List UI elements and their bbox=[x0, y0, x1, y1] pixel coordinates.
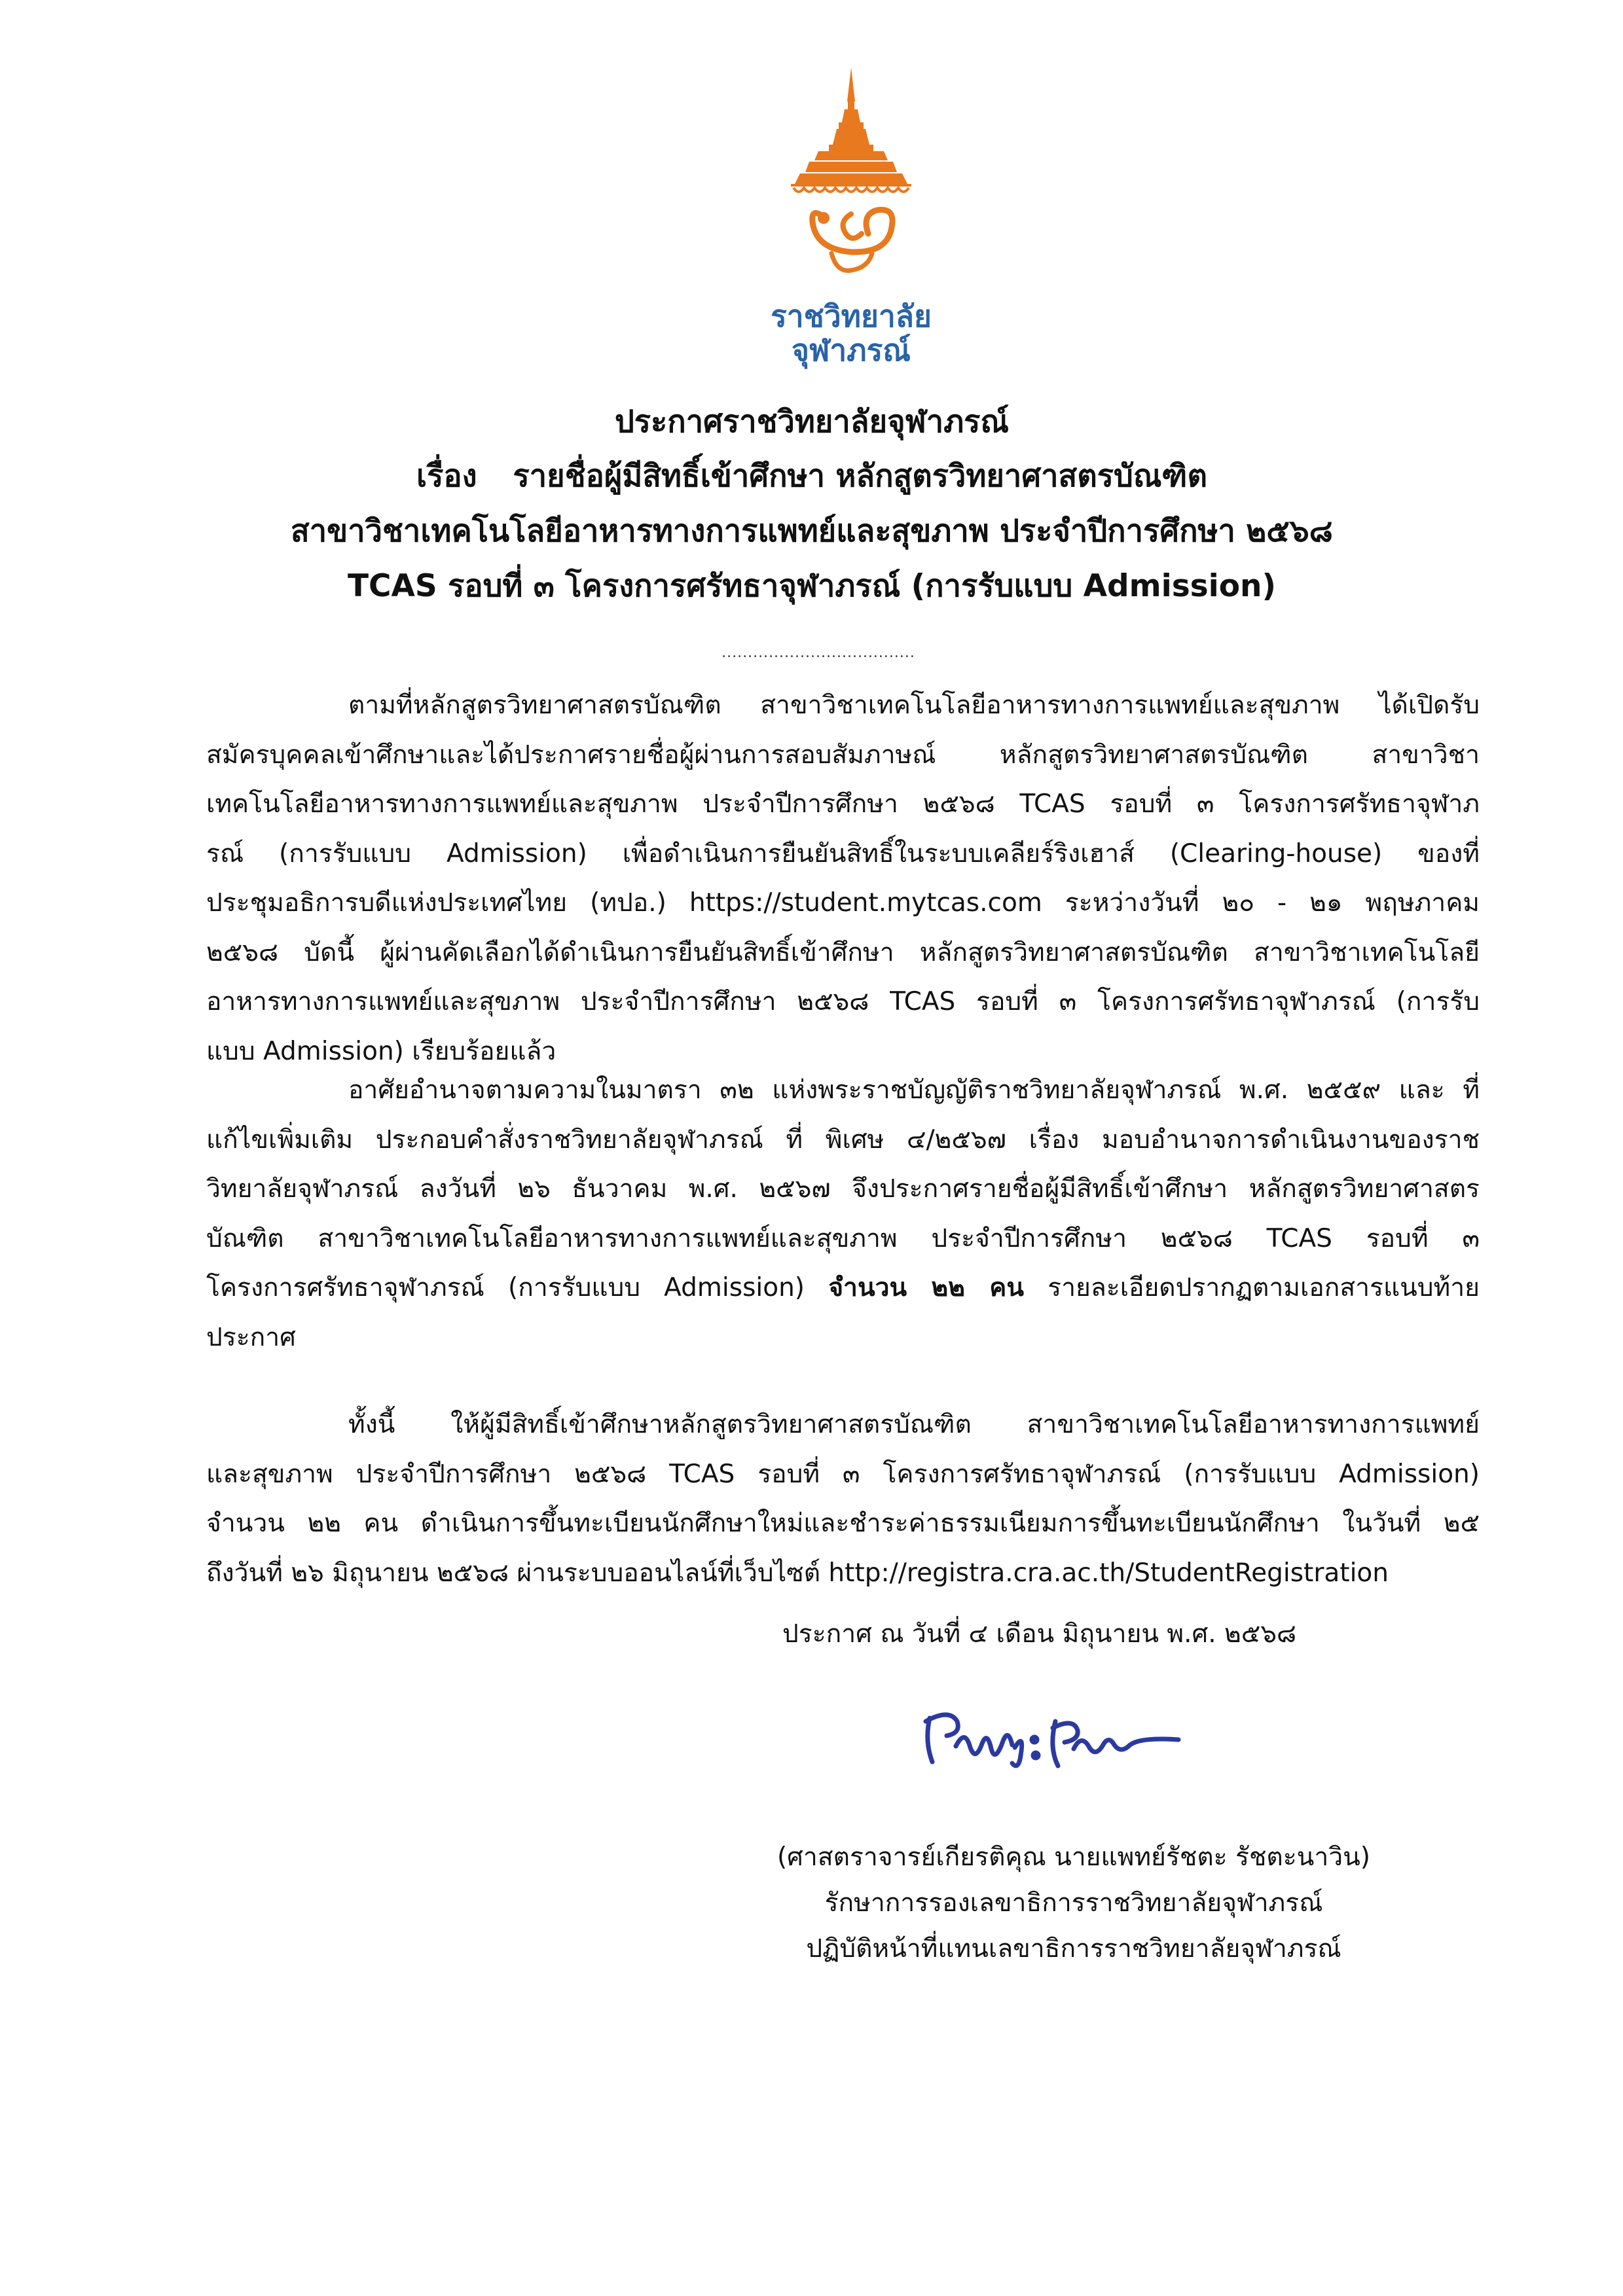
paragraph-1-line: สมัครบุคคลเข้าศึกษาและได้ประกาศรายชื่อผู้ผ่านการสอบสัมภาษณ์ หลักสูตรวิทยาศาสตรบัณฑิต สาขาวิชา bbox=[206, 740, 1480, 770]
signatory-title-2: ปฏิบัติหน้าที่แทนเลขาธิการราชวิทยาลัยจุฬาภรณ์ bbox=[806, 1934, 1341, 1964]
paragraph-1-line: เทคโนโลยีอาหารทางการแพทย์และสุขภาพ ประจำปีการศึกษา ๒๕๖๘ TCAS รอบที่ ๓ โครงการศรัทธาจุฬาภ bbox=[206, 789, 1480, 819]
paragraph-2-line: บัณฑิต สาขาวิชาเทคโนโลยีอาหารทางการแพทย์และสุขภาพ ประจำปีการศึกษา ๒๕๖๘ TCAS รอบที่ ๓ bbox=[206, 1223, 1480, 1253]
paragraph-1-line: ประชุมอธิการบดีแห่งประเทศไทย (ทปอ.) https://student.mytcas.com ระหว่างวันที่ ๒๐ - ๒๑ พฤษภาคม bbox=[206, 888, 1480, 918]
logo-text-line2: จุฬาภรณ์ bbox=[792, 332, 911, 368]
paragraph-3-line: ถึงวันที่ ๒๖ มิถุนายน ๒๕๖๘ ผ่านระบบออนไลน์ที่เว็บไซต์ http://registra.cra.ac.th/StudentRegistration bbox=[206, 1558, 1389, 1588]
signatory-name: (ศาสตราจารย์เกียรติคุณ นายแพทย์รัชตะ รัชตะนาวิน) bbox=[776, 1842, 1371, 1872]
heading-divider: ..................................... bbox=[721, 645, 915, 661]
paragraph-2-line: อาศัยอำนาจตามความในมาตรา ๓๒ แห่งพระราชบัญญัติราชวิทยาลัยจุฬาภรณ์ พ.ศ. ๒๕๕๙ และ ที่ bbox=[348, 1075, 1480, 1105]
logo-text-line1: ราชวิทยาลัย bbox=[771, 298, 932, 334]
paragraph-1-line: อาหารทางการแพทย์และสุขภาพ ประจำปีการศึกษา ๒๕๖๘ TCAS รอบที่ ๓ โครงการศรัทธาจุฬาภรณ์ (การรับ bbox=[206, 987, 1480, 1016]
round-line: TCAS รอบที่ ๓ โครงการศรัทธาจุฬาภรณ์ (การรับแบบ Admission) bbox=[347, 568, 1276, 604]
paragraph-1-line: ตามที่หลักสูตรวิทยาศาสตรบัณฑิต สาขาวิชาเทคโนโลยีอาหารทางการแพทย์และสุขภาพ ได้เปิดรับ bbox=[348, 691, 1480, 720]
program-line: สาขาวิชาเทคโนโลยีอาหารทางการแพทย์และสุขภาพ ประจำปีการศึกษา ๒๕๖๘ bbox=[291, 513, 1333, 549]
paragraph-3-line: จำนวน ๒๒ คน ดำเนินการขึ้นทะเบียนนักศึกษาใหม่และชำระค่าธรรมเนียมการขึ้นทะเบียนนักศึกษา ในวันที่ ๒๕ bbox=[206, 1509, 1480, 1538]
paragraph-1-line: รณ์ (การรับแบบ Admission) เพื่อดำเนินการยืนยันสิทธิ์ในระบบเคลียร์ริงเฮาส์ (Clearing-house) ของที่ bbox=[206, 838, 1480, 869]
paragraph-2-line5-start: โครงการศรัทธาจุฬาภรณ์ (การรับแบบ Admission) bbox=[206, 1273, 829, 1302]
paragraph-2-line: วิทยาลัยจุฬาภรณ์ ลงวันที่ ๒๖ ธันวาคม พ.ศ. ๒๕๖๗ จึงประกาศรายชื่อผู้มีสิทธิ์เข้าศึกษา หลักสูตรวิทยาศาสตร bbox=[206, 1174, 1480, 1204]
signatory-title-1: รักษาการรองเลขาธิการราชวิทยาลัยจุฬาภรณ์ bbox=[824, 1888, 1323, 1918]
announcement-date: ประกาศ ณ วันที่ ๔ เดือน มิถุนายน พ.ศ. ๒๕๖๘ bbox=[782, 1619, 1297, 1649]
paragraph-2-line: ประกาศ bbox=[206, 1322, 296, 1352]
institution-logo bbox=[753, 62, 949, 403]
subject-line bbox=[157, 457, 1467, 496]
paragraph-1-line: แบบ Admission) เรียบร้อยแล้ว bbox=[206, 1036, 556, 1066]
paragraph-2 bbox=[206, 1066, 1480, 1362]
subject-text: รายชื่อผู้มีสิทธิ์เข้าศึกษา หลักสูตรวิทยาศาสตรบัณฑิต bbox=[513, 458, 1207, 494]
paragraph-3 bbox=[206, 1400, 1480, 1598]
paragraph-1 bbox=[206, 681, 1480, 1076]
paragraph-3-line: ทั้งนี้ ให้ผู้มีสิทธิ์เข้าศึกษาหลักสูตรวิทยาศาสตรบัณฑิต สาขาวิชาเทคโนโลยีอาหารทางการแพทย์ bbox=[348, 1410, 1480, 1439]
crown-emblem-icon bbox=[753, 62, 949, 298]
subject-label: เรื่อง bbox=[416, 458, 477, 494]
admitted-count: จำนวน ๒๒ คน bbox=[828, 1273, 1024, 1302]
paragraph-3-line: และสุขภาพ ประจำปีการศึกษา ๒๕๖๘ TCAS รอบที่ ๓ โครงการศรัทธาจุฬาภรณ์ (การรับแบบ Admission) bbox=[206, 1459, 1480, 1489]
paragraph-2-line5-end: รายละเอียดปรากฏตามเอกสารแนบท้าย bbox=[1024, 1273, 1480, 1302]
paragraph-1-line: ๒๕๖๘ บัดนี้ ผู้ผ่านคัดเลือกได้ดำเนินการยืนยันสิทธิ์เข้าศึกษา หลักสูตรวิทยาศาสตรบัณฑิต สาขาวิชาเทคโนโลยี bbox=[206, 937, 1480, 967]
handwritten-signature-icon bbox=[910, 1702, 1198, 1774]
paragraph-2-line: แก้ไขเพิ่มเติม ประกอบคำสั่งราชวิทยาลัยจุฬาภรณ์ ที่ พิเศษ ๔/๒๕๖๗ เรื่อง มอบอำนาจการดำเนินงานของราช bbox=[206, 1124, 1480, 1155]
announcement-title: ประกาศราชวิทยาลัยจุฬาภรณ์ bbox=[614, 404, 1010, 440]
paragraph-2-line bbox=[206, 1263, 1480, 1313]
